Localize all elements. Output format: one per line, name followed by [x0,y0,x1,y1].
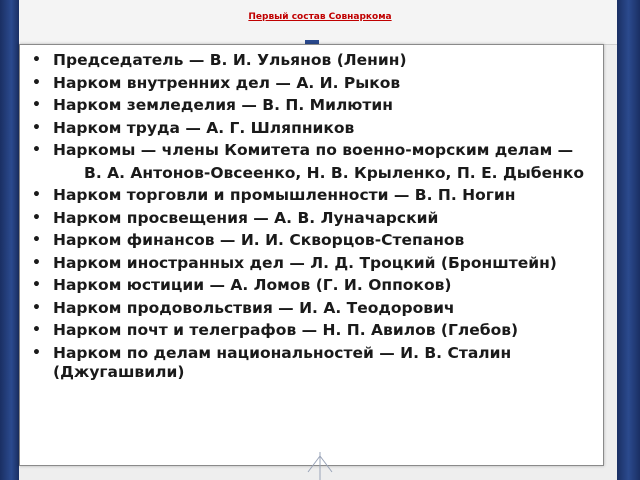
list-item-text: Нарком торговли и промышленности — В. П. Ногин [53,186,516,204]
bullet-icon: • [32,344,41,361]
bullet-icon: • [32,322,41,338]
list-item [32,74,597,93]
list-item-text: Председатель — В. И. Ульянов (Ленин) [53,51,407,69]
list-item [32,96,597,115]
list-item-text: Нарком финансов — И. И. Скворцов-Степанов [53,231,465,249]
left-frame-border [0,0,19,480]
list-item-text: Нарком иностранных дел — Л. Д. Троцкий (Бронштейн) [53,253,557,272]
list-item-text: Нарком продовольствия — И. А. Теодорович [53,298,455,317]
list-item-text: Нарком внутренних дел — А. И. Рыков [53,73,401,92]
list-item [32,344,597,382]
bullet-icon: • [32,74,41,91]
list-item [32,209,597,228]
slide-title: Первый состав Совнаркома [248,12,392,22]
bullet-icon: • [32,277,41,293]
list-item-text: Наркомы — члены Комитета по военно-морским делам — [53,141,574,159]
right-frame-border [617,0,640,480]
list-item-text: Нарком по делам национальностей — И. В. Сталин (Джугашвили) [53,343,512,381]
list-item-text: Нарком труда — А. Г. Шляпников [53,118,355,137]
bullet-icon: • [32,119,41,136]
bullet-icon: • [32,97,41,113]
bullet-icon: • [32,209,41,226]
bullet-icon: • [32,232,41,248]
bullet-icon: • [32,254,41,271]
list-item [32,141,597,160]
list-item [32,51,597,70]
list-item-text: В. А. Антонов-Овсеенко, Н. В. Крыленко, П. Е. Дыбенко [84,163,585,182]
list-item-text: Нарком просвещения — А. В. Луначарский [53,208,439,227]
bottom-ornament-icon [300,452,340,480]
members-list [32,51,597,385]
list-item [32,276,597,295]
list-item [32,186,597,205]
bullet-icon: • [32,187,41,203]
list-item [32,321,597,340]
bullet-icon: • [32,52,41,68]
list-item-text: Нарком земледелия — В. П. Милютин [53,96,393,114]
list-item-continuation [32,164,597,183]
bullet-icon: • [32,142,41,158]
header-band [19,0,617,45]
list-item [32,231,597,250]
list-item [32,299,597,318]
bullet-icon: • [32,299,41,316]
list-item-text: Нарком почт и телеграфов — Н. П. Авилов (Глебов) [53,321,519,339]
list-item-text: Нарком юстиции — А. Ломов (Г. И. Оппоков) [53,276,452,294]
list-item [32,254,597,273]
list-item [32,119,597,138]
content-panel [19,44,604,466]
